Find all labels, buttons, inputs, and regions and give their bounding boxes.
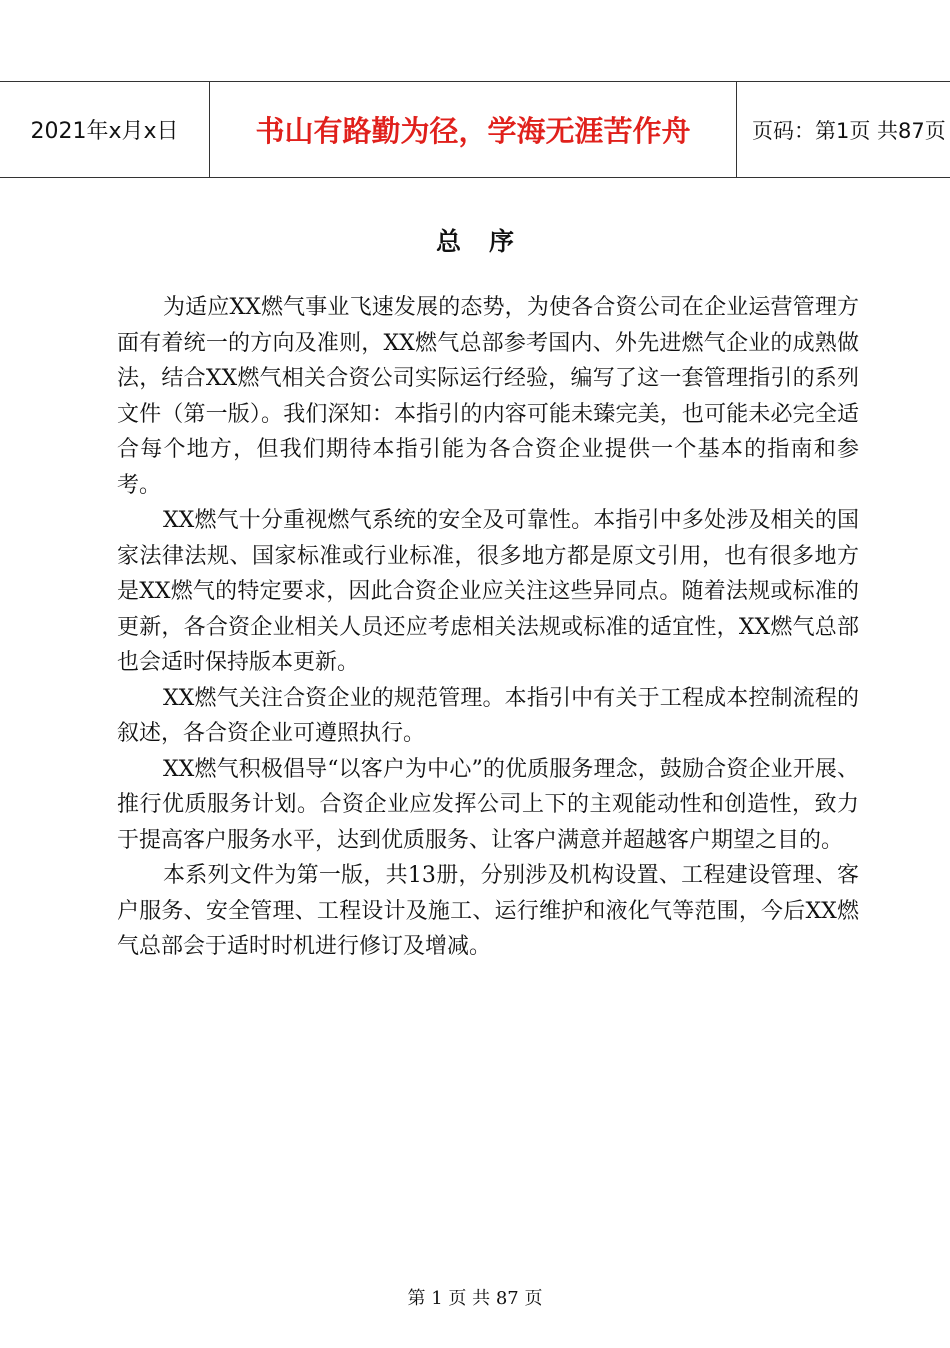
paragraph: 本系列文件为第一版，共13册，分别涉及机构设置、工程建设管理、客户服务、安全管理、工程设计及施工、运行维护和液化气等范围，今后XX燃气总部会于适时时机进行修订及增减。 [117, 863, 859, 959]
paragraph: 为适应XX燃气事业飞速发展的态势，为使各合资公司在企业运营管理方面有着统一的方向及准则，XX燃气总部参考国内、外先进燃气企业的成熟做法，结合XX燃气相关合资公司实际运行经验，编写了这一套管理指引的系列文件（第一版）。我们深知：本指引的内容可能未臻完美，也可能未必完全适合每个地方，但我们期待本指引能为各合资企业提供一个基本的指南和参考。 [117, 295, 859, 498]
paragraph: XX燃气十分重视燃气系统的安全及可靠性。本指引中多处涉及相关的国家法律法规、国家标准或行业标准，很多地方都是原文引用，也有很多地方是XX燃气的特定要求，因此合资企业应关注这些异同点。随着法规或标准的更新，各合资企业相关人员还应考虑相关法规或标准的适宜性，XX燃气总部也会适时保持版本更新。 [117, 508, 859, 675]
header-date: 2021年x月x日 [30, 119, 179, 144]
page-footer: 第 1 页 共 87 页 [407, 1288, 543, 1309]
paragraph: XX燃气关注合资企业的规范管理。本指引中有关于工程成本控制流程的叙述，各合资企业可遵照执行。 [117, 685, 859, 746]
paragraph: XX燃气积极倡导“以客户为中心”的优质服务理念，鼓励合资企业开展、推行优质服务计划。合资企业应发挥公司上下的主观能动性和创造性，致力于提高客户服务水平，达到优质服务、让客户满意并超越客户期望之目的。 [117, 756, 859, 853]
document-body [117, 290, 859, 965]
header-motto: 书山有路勤为径，学海无涯苦作舟 [209, 82, 737, 177]
document-title: 总序 [435, 227, 542, 256]
page-header [0, 81, 950, 178]
header-page-info: 页码：第1页 共87页 [752, 118, 946, 143]
